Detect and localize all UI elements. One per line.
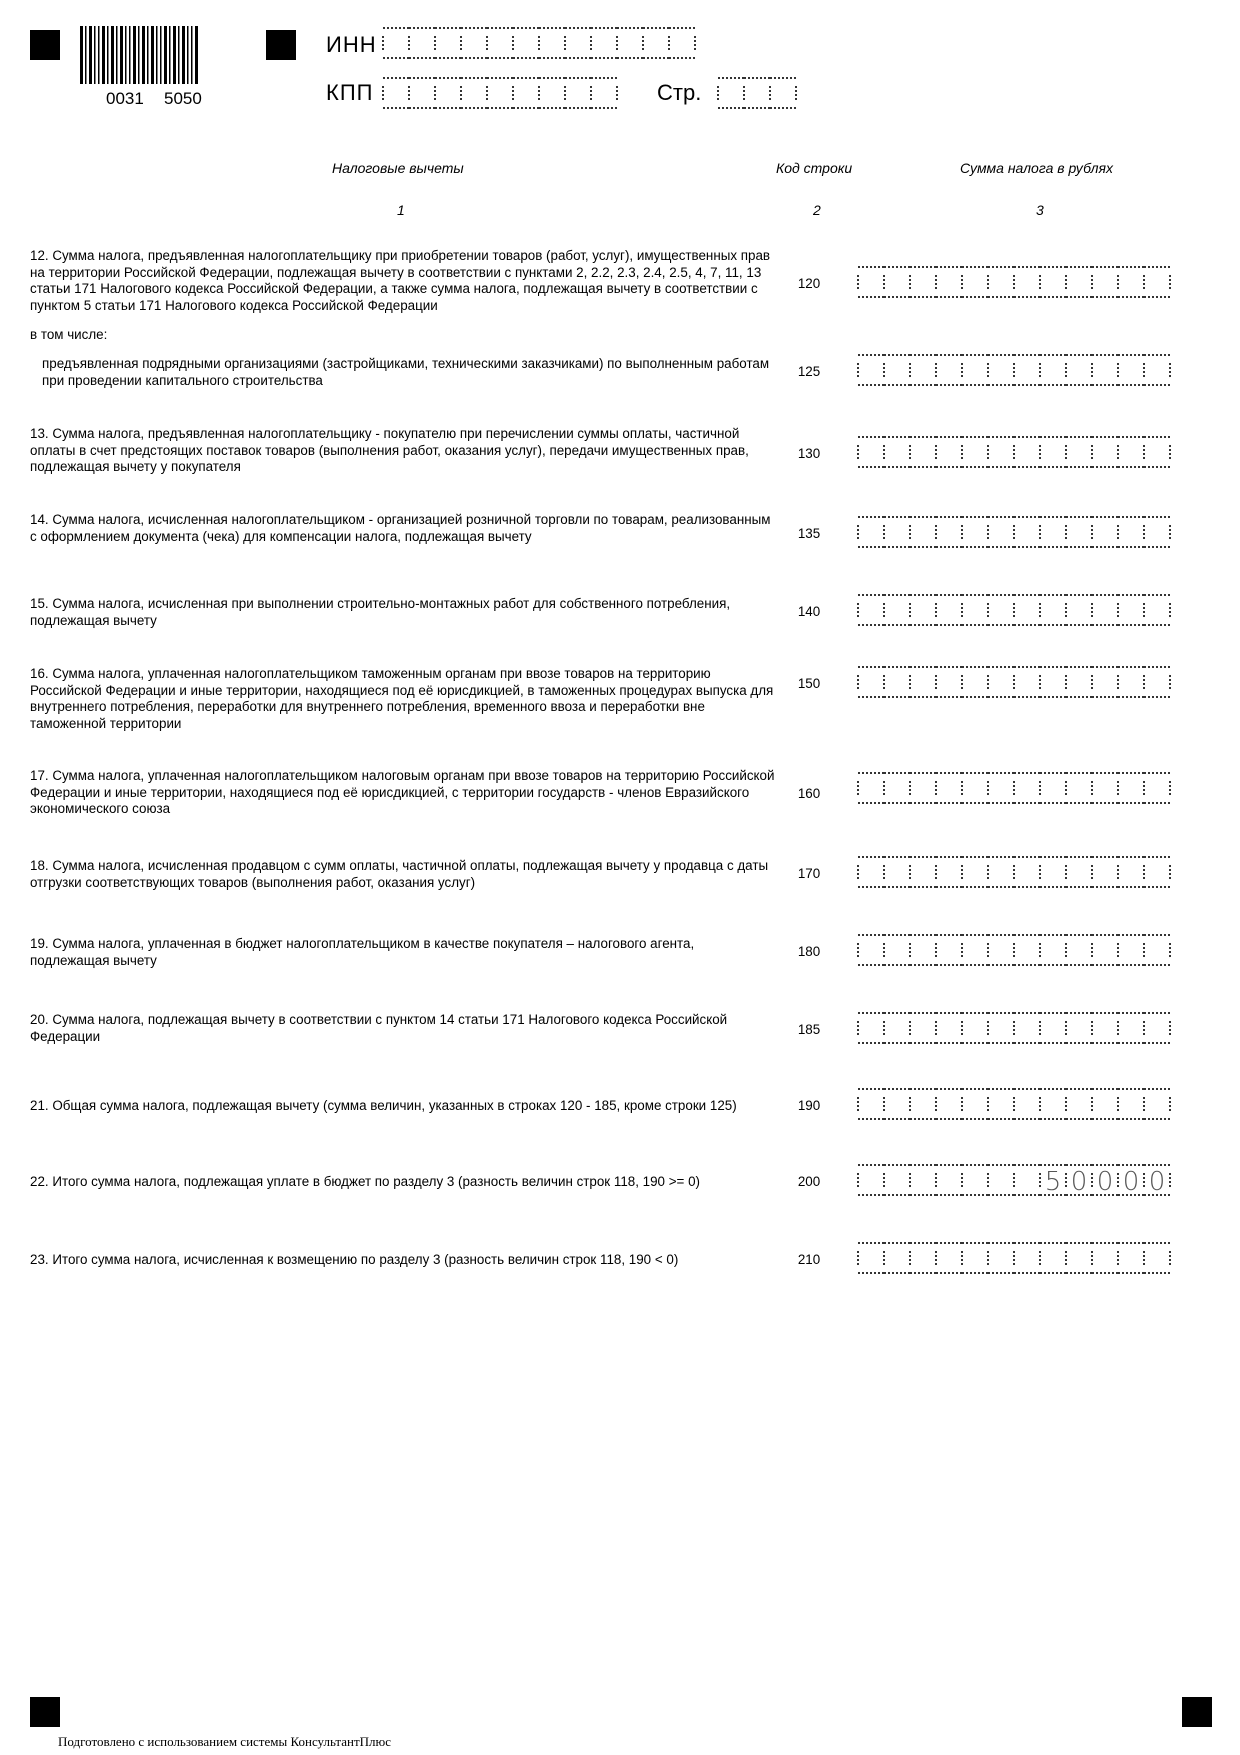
digit-cell[interactable]: [1144, 516, 1170, 548]
column-title-deductions: Налоговые вычеты: [332, 160, 464, 176]
row-description-130: 13. Сумма налога, предъявленная налогоплательщику - покупателю при перечислении суммы оплаты, частичной оплаты в счет предстоящих поставок товаров (выполнения работ, оказания услуг), передачи имущественных прав, подлежащая вычету у покупателя: [30, 426, 749, 474]
digit-cell[interactable]: [910, 436, 936, 468]
digit-cell[interactable]: [936, 1164, 962, 1196]
row-description-120: 12. Сумма налога, предъявленная налогоплательщику при приобретении товаров (работ, услуг), имущественных прав на территории Российской Федерации, подлежащая вычету в соответствии с пунктами 2, 2.2, 2.3, 2.4, 2.5, 4, 7, 11, 13 статьи 171 Налогового кодекса Российской Федерации, а также сумма налога, подлежащая вычету в соответствии с пунктом 5 статьи 171 Налогового кодекса Российской Федерации: [30, 248, 771, 313]
digit-cell[interactable]: [1118, 934, 1144, 966]
digit-cell[interactable]: [936, 354, 962, 386]
page-label: Стр.: [657, 80, 702, 105]
digit-cell[interactable]: [539, 27, 565, 59]
digit-cell[interactable]: [1118, 1088, 1144, 1120]
digit-cell[interactable]: [1144, 1242, 1170, 1274]
amount-cells-120[interactable]: [858, 266, 1170, 298]
digit-cell[interactable]: [1144, 856, 1170, 888]
digit-cell[interactable]: [936, 666, 962, 698]
digit-cell[interactable]: [884, 856, 910, 888]
digit-cell[interactable]: [884, 1088, 910, 1120]
barcode-number-2: 5050: [164, 89, 202, 108]
digit-value: 5: [1044, 1167, 1062, 1197]
digit-cell[interactable]: [1066, 772, 1092, 804]
digit-cell[interactable]: [988, 772, 1014, 804]
row-description-185: 20. Сумма налога, подлежащая вычету в соответствии с пунктом 14 статьи 171 Налогового кодекса Российской Федерации: [30, 1012, 728, 1044]
row-description-125: предъявленная подрядными организациями (застройщиками, техническими заказчиками) по выполненным работам при проведении капитального строительства: [42, 356, 770, 388]
digit-cell[interactable]: [487, 27, 513, 59]
amount-cells-170[interactable]: [858, 856, 1170, 888]
digit-cell[interactable]: [1014, 772, 1040, 804]
digit-cell[interactable]: [1092, 354, 1118, 386]
digit-cell[interactable]: [910, 594, 936, 626]
digit-cell[interactable]: [1092, 856, 1118, 888]
digit-cell[interactable]: [744, 77, 770, 109]
digit-value: 0: [1148, 1167, 1166, 1197]
digit-cell[interactable]: [884, 266, 910, 298]
digit-cell[interactable]: [988, 516, 1014, 548]
digit-cell[interactable]: [1092, 1164, 1118, 1196]
digit-cell[interactable]: [1066, 666, 1092, 698]
digit-cell[interactable]: [1066, 436, 1092, 468]
digit-cell[interactable]: [962, 772, 988, 804]
digit-cell[interactable]: [988, 934, 1014, 966]
corner-marker-top-left: [30, 30, 60, 60]
line-code-135: 135: [797, 526, 821, 541]
digit-cell[interactable]: [1014, 594, 1040, 626]
amount-cells-150[interactable]: [858, 666, 1170, 698]
row-description-170: 18. Сумма налога, исчисленная продавцом с сумм оплаты, частичной оплаты, подлежащая вычету у продавца с даты отгрузки соответствующих товаров (выполнения работ, оказания услуг): [30, 858, 769, 890]
digit-cell[interactable]: [884, 1242, 910, 1274]
line-code-170: 170: [797, 866, 821, 881]
digit-cell[interactable]: [962, 856, 988, 888]
digit-cell[interactable]: [1014, 436, 1040, 468]
digit-cell[interactable]: [910, 772, 936, 804]
line-code-210: 210: [797, 1252, 821, 1267]
barcode-image: [80, 26, 198, 84]
column-number-3: 3: [1036, 202, 1044, 218]
digit-cell[interactable]: [936, 594, 962, 626]
digit-cell[interactable]: [910, 666, 936, 698]
digit-cell[interactable]: [858, 516, 884, 548]
digit-cell[interactable]: [1092, 436, 1118, 468]
digit-cell[interactable]: [962, 266, 988, 298]
in-total-label: в том числе:: [30, 327, 108, 342]
digit-cell[interactable]: [1066, 516, 1092, 548]
digit-cell[interactable]: [910, 266, 936, 298]
row-description-150: 16. Сумма налога, уплаченная налогоплательщиком таможенным органам при ввозе товаров на территорию Российской Федерации и иные территории, находящиеся под её юрисдикцией, в таможенных процедурах выпуска для внутреннего потребления, переработки для внутреннего потребления, временного ввоза и переработки вне таможенной территории: [30, 666, 774, 731]
line-code-180: 180: [797, 944, 821, 959]
digit-cell[interactable]: [858, 1164, 884, 1196]
digit-cell[interactable]: [988, 1164, 1014, 1196]
digit-cell[interactable]: [435, 27, 461, 59]
digit-cell[interactable]: [988, 1242, 1014, 1274]
digit-cell[interactable]: [1066, 1088, 1092, 1120]
amount-cells-180[interactable]: [858, 934, 1170, 966]
digit-cell[interactable]: [461, 27, 487, 59]
digit-cell[interactable]: [988, 354, 1014, 386]
digit-cell[interactable]: [1092, 1242, 1118, 1274]
digit-cell[interactable]: [858, 666, 884, 698]
digit-cell[interactable]: [1040, 266, 1066, 298]
amount-cells-135[interactable]: [858, 516, 1170, 548]
amount-cells-200[interactable]: [858, 1164, 1170, 1196]
digit-cell[interactable]: [936, 436, 962, 468]
column-number-1: 1: [397, 202, 405, 218]
digit-cell[interactable]: [643, 27, 669, 59]
digit-cell[interactable]: [884, 594, 910, 626]
digit-cell[interactable]: [1144, 266, 1170, 298]
digit-cell[interactable]: [962, 516, 988, 548]
digit-cell[interactable]: [591, 27, 617, 59]
digit-cell[interactable]: [1066, 354, 1092, 386]
digit-cell[interactable]: [910, 934, 936, 966]
corner-marker-bottom-right: [1182, 1697, 1212, 1727]
digit-cell[interactable]: [513, 27, 539, 59]
digit-cell[interactable]: [1092, 772, 1118, 804]
digit-cell[interactable]: [858, 1012, 884, 1044]
digit-cell[interactable]: [936, 1012, 962, 1044]
digit-cell[interactable]: [1092, 594, 1118, 626]
digit-cell[interactable]: [1092, 516, 1118, 548]
digit-cell[interactable]: [858, 436, 884, 468]
line-code-150: 150: [797, 676, 821, 691]
digit-cell[interactable]: [487, 77, 513, 109]
row-description-180: 19. Сумма налога, уплаченная в бюджет налогоплательщиком в качестве покупателя – налогового агента, подлежащая вычету: [30, 936, 695, 968]
amount-cells-140[interactable]: [858, 594, 1170, 626]
digit-cell[interactable]: [1066, 266, 1092, 298]
digit-cell[interactable]: [1118, 594, 1144, 626]
digit-cell[interactable]: [988, 594, 1014, 626]
inn-input-cells[interactable]: [383, 27, 695, 59]
digit-cell[interactable]: [1066, 1164, 1092, 1196]
amount-cells-130[interactable]: [858, 436, 1170, 468]
digit-cell[interactable]: [962, 436, 988, 468]
digit-cell[interactable]: [1014, 934, 1040, 966]
digit-cell[interactable]: [1118, 516, 1144, 548]
digit-value: 0: [1096, 1167, 1114, 1197]
digit-cell[interactable]: [910, 1012, 936, 1044]
digit-cell[interactable]: [910, 1164, 936, 1196]
digit-cell[interactable]: [669, 27, 695, 59]
digit-value: 0: [1070, 1167, 1088, 1197]
line-code-190: 190: [797, 1098, 821, 1113]
digit-cell[interactable]: [1040, 1088, 1066, 1120]
digit-cell[interactable]: [1014, 666, 1040, 698]
digit-cell[interactable]: [962, 594, 988, 626]
digit-cell[interactable]: [565, 27, 591, 59]
digit-cell[interactable]: [1066, 594, 1092, 626]
digit-cell[interactable]: [1040, 856, 1066, 888]
row-description-190: 21. Общая сумма налога, подлежащая вычету (сумма величин, указанных в строках 120 - 185, кроме строки 125): [30, 1098, 737, 1113]
digit-cell[interactable]: [1092, 1012, 1118, 1044]
row-description-135: 14. Сумма налога, исчисленная налогоплательщиком - организацией розничной торговли по товарам, реализованным с оформлением документа (чека) для компенсации налога, подлежащая вычету: [30, 512, 771, 544]
digit-cell[interactable]: [1144, 1012, 1170, 1044]
digit-cell[interactable]: [858, 856, 884, 888]
digit-cell[interactable]: [1118, 1242, 1144, 1274]
digit-cell[interactable]: [461, 77, 487, 109]
digit-cell[interactable]: [858, 934, 884, 966]
column-number-2: 2: [813, 202, 821, 218]
digit-cell[interactable]: [1144, 666, 1170, 698]
digit-cell[interactable]: [988, 856, 1014, 888]
digit-cell[interactable]: [718, 77, 744, 109]
digit-cell[interactable]: [565, 77, 591, 109]
digit-cell[interactable]: [1066, 1242, 1092, 1274]
digit-cell[interactable]: [884, 516, 910, 548]
digit-cell[interactable]: [409, 77, 435, 109]
digit-cell[interactable]: [962, 354, 988, 386]
line-code-125: 125: [797, 364, 821, 379]
digit-cell[interactable]: [1118, 772, 1144, 804]
digit-cell[interactable]: [936, 266, 962, 298]
digit-cell[interactable]: [858, 594, 884, 626]
digit-cell[interactable]: [1118, 666, 1144, 698]
corner-marker-top-right: [266, 30, 296, 60]
digit-cell[interactable]: [1092, 934, 1118, 966]
digit-cell[interactable]: [1118, 436, 1144, 468]
digit-cell[interactable]: [884, 1012, 910, 1044]
amount-cells-125[interactable]: [858, 354, 1170, 386]
digit-cell[interactable]: [910, 354, 936, 386]
digit-cell[interactable]: [1014, 1164, 1040, 1196]
digit-cell[interactable]: [1014, 1012, 1040, 1044]
digit-cell[interactable]: [1040, 1012, 1066, 1044]
inn-label: ИНН: [326, 32, 377, 57]
digit-cell[interactable]: [936, 1242, 962, 1274]
kpp-label: КПП: [326, 80, 374, 105]
digit-cell[interactable]: [1092, 666, 1118, 698]
amount-cells-160[interactable]: [858, 772, 1170, 804]
column-title-line-code: Код строки: [776, 160, 853, 176]
row-description-200: 22. Итого сумма налога, подлежащая уплате в бюджет по разделу 3 (разность величин строк 118, 190 >= 0): [30, 1174, 700, 1189]
digit-cell[interactable]: [962, 666, 988, 698]
digit-cell[interactable]: [988, 1088, 1014, 1120]
digit-cell[interactable]: [1118, 266, 1144, 298]
digit-cell[interactable]: [1040, 436, 1066, 468]
digit-cell[interactable]: [1040, 772, 1066, 804]
digit-cell[interactable]: [936, 1088, 962, 1120]
digit-cell[interactable]: [1040, 1242, 1066, 1274]
row-description-140: 15. Сумма налога, исчисленная при выполнении строительно-монтажных работ для собственного потребления, подлежащая вычету: [30, 596, 731, 628]
amount-cells-185[interactable]: [858, 1012, 1170, 1044]
digit-cell[interactable]: [383, 77, 409, 109]
digit-cell[interactable]: [988, 666, 1014, 698]
digit-cell[interactable]: [1118, 1164, 1144, 1196]
row-description-160: 17. Сумма налога, уплаченная налогоплательщиком налоговым органам при ввозе товаров на территорию Российской Федерации и иные территории, находящиеся под её юрисдикцией, с территории государств - членов Евразийского экономического союза: [30, 768, 775, 816]
digit-cell[interactable]: [884, 354, 910, 386]
digit-cell[interactable]: [591, 77, 617, 109]
digit-cell[interactable]: [1092, 1088, 1118, 1120]
digit-cell[interactable]: [858, 772, 884, 804]
digit-cell[interactable]: [1092, 266, 1118, 298]
digit-cell[interactable]: [1066, 934, 1092, 966]
digit-cell[interactable]: [1144, 934, 1170, 966]
digit-cell[interactable]: [1014, 516, 1040, 548]
digit-cell[interactable]: [1144, 354, 1170, 386]
barcode-number-1: 0031: [106, 89, 144, 108]
digit-cell[interactable]: [1040, 516, 1066, 548]
digit-cell[interactable]: [539, 77, 565, 109]
digit-cell[interactable]: [1118, 354, 1144, 386]
digit-cell[interactable]: [910, 1088, 936, 1120]
digit-cell[interactable]: [936, 934, 962, 966]
digit-cell[interactable]: [858, 1242, 884, 1274]
digit-cell[interactable]: [1040, 594, 1066, 626]
digit-cell[interactable]: [858, 354, 884, 386]
digit-cell[interactable]: [1066, 1012, 1092, 1044]
digit-cell[interactable]: [383, 27, 409, 59]
line-code-185: 185: [797, 1022, 821, 1037]
digit-cell[interactable]: [962, 1164, 988, 1196]
digit-cell[interactable]: [1014, 266, 1040, 298]
digit-value: 0: [1122, 1167, 1140, 1197]
digit-cell[interactable]: [617, 27, 643, 59]
digit-cell[interactable]: [962, 1088, 988, 1120]
footer-note: Подготовлено с использованием системы КонсультантПлюс: [58, 1734, 392, 1749]
digit-cell[interactable]: [910, 516, 936, 548]
digit-cell[interactable]: [1144, 1164, 1170, 1196]
digit-cell[interactable]: [884, 666, 910, 698]
line-code-120: 120: [797, 276, 821, 291]
corner-marker-bottom-left: [30, 1697, 60, 1727]
amount-cells-210[interactable]: [858, 1242, 1170, 1274]
digit-cell[interactable]: [1014, 856, 1040, 888]
digit-cell[interactable]: [936, 856, 962, 888]
digit-cell[interactable]: [1066, 856, 1092, 888]
digit-cell[interactable]: [988, 1012, 1014, 1044]
digit-cell[interactable]: [1040, 666, 1066, 698]
digit-cell[interactable]: [910, 856, 936, 888]
digit-cell[interactable]: [1040, 354, 1066, 386]
digit-cell[interactable]: [1118, 856, 1144, 888]
digit-cell[interactable]: [858, 266, 884, 298]
digit-cell[interactable]: [884, 1164, 910, 1196]
digit-cell[interactable]: [884, 934, 910, 966]
digit-cell[interactable]: [962, 1242, 988, 1274]
line-code-160: 160: [797, 786, 821, 801]
digit-cell[interactable]: [1118, 1012, 1144, 1044]
digit-cell[interactable]: [1144, 594, 1170, 626]
line-code-200: 200: [797, 1174, 821, 1189]
digit-cell[interactable]: [1144, 772, 1170, 804]
digit-cell[interactable]: [936, 516, 962, 548]
digit-cell[interactable]: [513, 77, 539, 109]
digit-cell[interactable]: [1014, 1242, 1040, 1274]
digit-cell[interactable]: [1144, 1088, 1170, 1120]
digit-cell[interactable]: [1144, 436, 1170, 468]
digit-cell[interactable]: [409, 27, 435, 59]
digit-cell[interactable]: [962, 934, 988, 966]
digit-cell[interactable]: [988, 266, 1014, 298]
digit-cell[interactable]: [435, 77, 461, 109]
line-code-140: 140: [797, 604, 821, 619]
page-number-cells[interactable]: [718, 77, 796, 109]
digit-cell[interactable]: [1014, 354, 1040, 386]
amount-cells-190[interactable]: [858, 1088, 1170, 1120]
row-description-210: 23. Итого сумма налога, исчисленная к возмещению по разделу 3 (разность величин строк 118, 190 < 0): [30, 1252, 679, 1267]
digit-cell[interactable]: [910, 1242, 936, 1274]
digit-cell[interactable]: [770, 77, 796, 109]
kpp-input-cells[interactable]: [383, 77, 617, 109]
line-code-130: 130: [797, 446, 821, 461]
digit-cell[interactable]: [936, 772, 962, 804]
digit-cell[interactable]: [884, 772, 910, 804]
digit-cell[interactable]: [988, 436, 1014, 468]
column-title-tax-amount: Сумма налога в рублях: [960, 160, 1114, 176]
digit-cell[interactable]: [1014, 1088, 1040, 1120]
digit-cell[interactable]: [962, 1012, 988, 1044]
digit-cell[interactable]: [1040, 1164, 1066, 1196]
digit-cell[interactable]: [1040, 934, 1066, 966]
digit-cell[interactable]: [858, 1088, 884, 1120]
digit-cell[interactable]: [884, 436, 910, 468]
